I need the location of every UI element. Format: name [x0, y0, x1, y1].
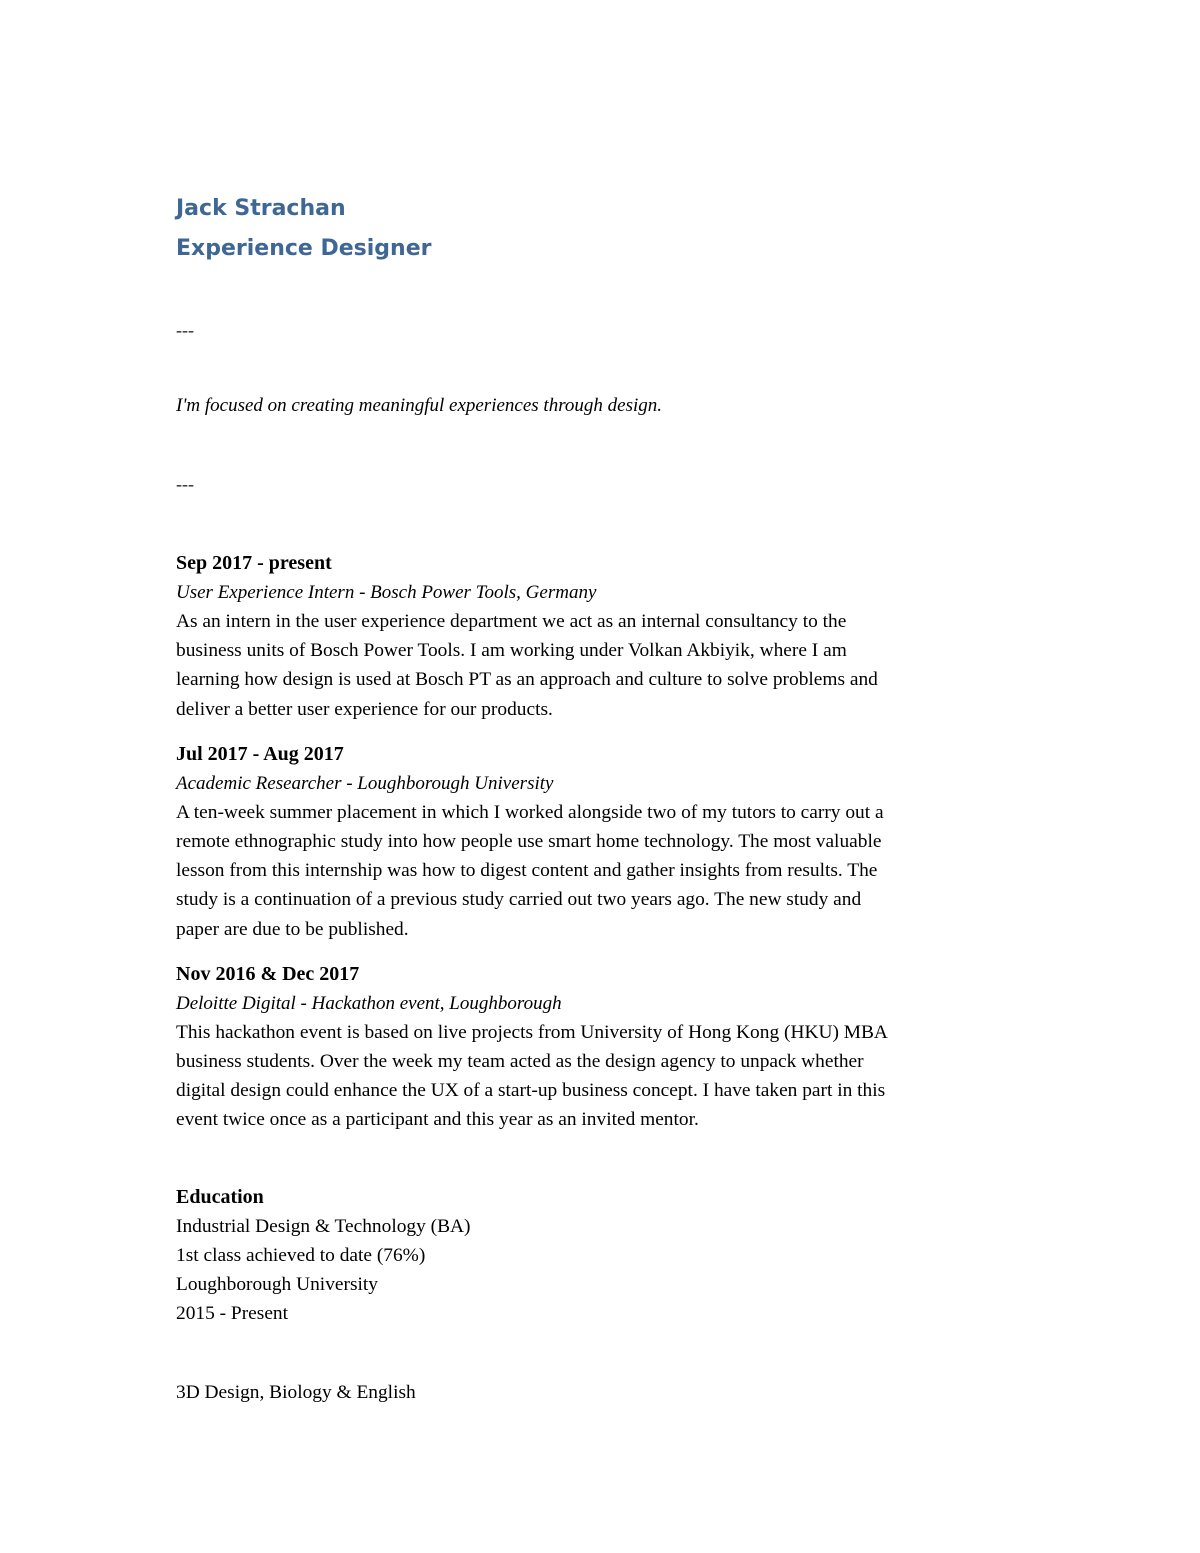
- description-line: digital design could enhance the UX of a start-up business concept. I have taken part in this: [176, 1080, 886, 1102]
- description-line: business students. Over the week my team acted as the design agency to unpack whether: [176, 1051, 864, 1073]
- description-line: This hackathon event is based on live projects from University of Hong Kong (HKU) MBA: [176, 1021, 888, 1043]
- tagline: I'm focused on creating meaningful experiences through design.: [176, 395, 662, 416]
- education-heading: Education: [176, 1185, 264, 1208]
- experience-item: [176, 549, 1036, 724]
- separator-top: ---: [176, 320, 194, 340]
- description-line: A ten-week summer placement in which I worked alongside two of my tutors to carry out a: [176, 801, 884, 823]
- resume-page: [176, 190, 1036, 1407]
- description-line: learning how design is used at Bosch PT as an approach and culture to solve problems and: [176, 669, 878, 691]
- education-grade: 1st class achieved to date (76%): [176, 1245, 426, 1267]
- description-line: remote ethnographic study into how people use smart home technology. The most valuable: [176, 831, 882, 853]
- education-period: 2015 - Present: [176, 1303, 289, 1325]
- experience-title: Academic Researcher - Loughborough University: [176, 772, 554, 794]
- education-institution: Loughborough University: [176, 1274, 378, 1296]
- description-line: event twice once as a participant and this year as an invited mentor.: [176, 1109, 699, 1131]
- description-line: business units of Bosch Power Tools. I am working under Volkan Akbiyik, where I am: [176, 640, 847, 662]
- education-section: [176, 1183, 1036, 1329]
- experience-description: [176, 798, 1036, 944]
- education-degree: Industrial Design & Technology (BA): [176, 1215, 471, 1237]
- separator-bottom: ---: [176, 474, 194, 494]
- experience-date: Sep 2017 - present: [176, 552, 332, 574]
- description-line: As an intern in the user experience department we act as an internal consultancy to the: [176, 611, 847, 632]
- experience-date: Jul 2017 - Aug 2017: [176, 742, 344, 765]
- resume-role: Experience Designer: [176, 236, 432, 261]
- description-line: paper are due to be published.: [176, 918, 409, 940]
- resume-name: Jack Strachan: [176, 196, 346, 221]
- experience-date: Nov 2016 & Dec 2017: [176, 962, 360, 985]
- experience-item: [176, 960, 1036, 1135]
- experience-description: [176, 1018, 1036, 1135]
- experience-title: User Experience Intern - Bosch Power Tools, Germany: [176, 582, 597, 603]
- experience-title: Deloitte Digital - Hackathon event, Loughborough: [176, 992, 562, 1014]
- experience-item: [176, 740, 1036, 944]
- experience-description: [176, 607, 1036, 724]
- description-line: deliver a better user experience for our products.: [176, 698, 553, 720]
- description-line: lesson from this internship was how to digest content and gather insights from results. The: [176, 860, 878, 882]
- description-line: study is a continuation of a previous study carried out two years ago. The new study and: [176, 889, 862, 911]
- subjects-line: 3D Design, Biology & English: [176, 1381, 416, 1403]
- experience-list: [176, 549, 1036, 1135]
